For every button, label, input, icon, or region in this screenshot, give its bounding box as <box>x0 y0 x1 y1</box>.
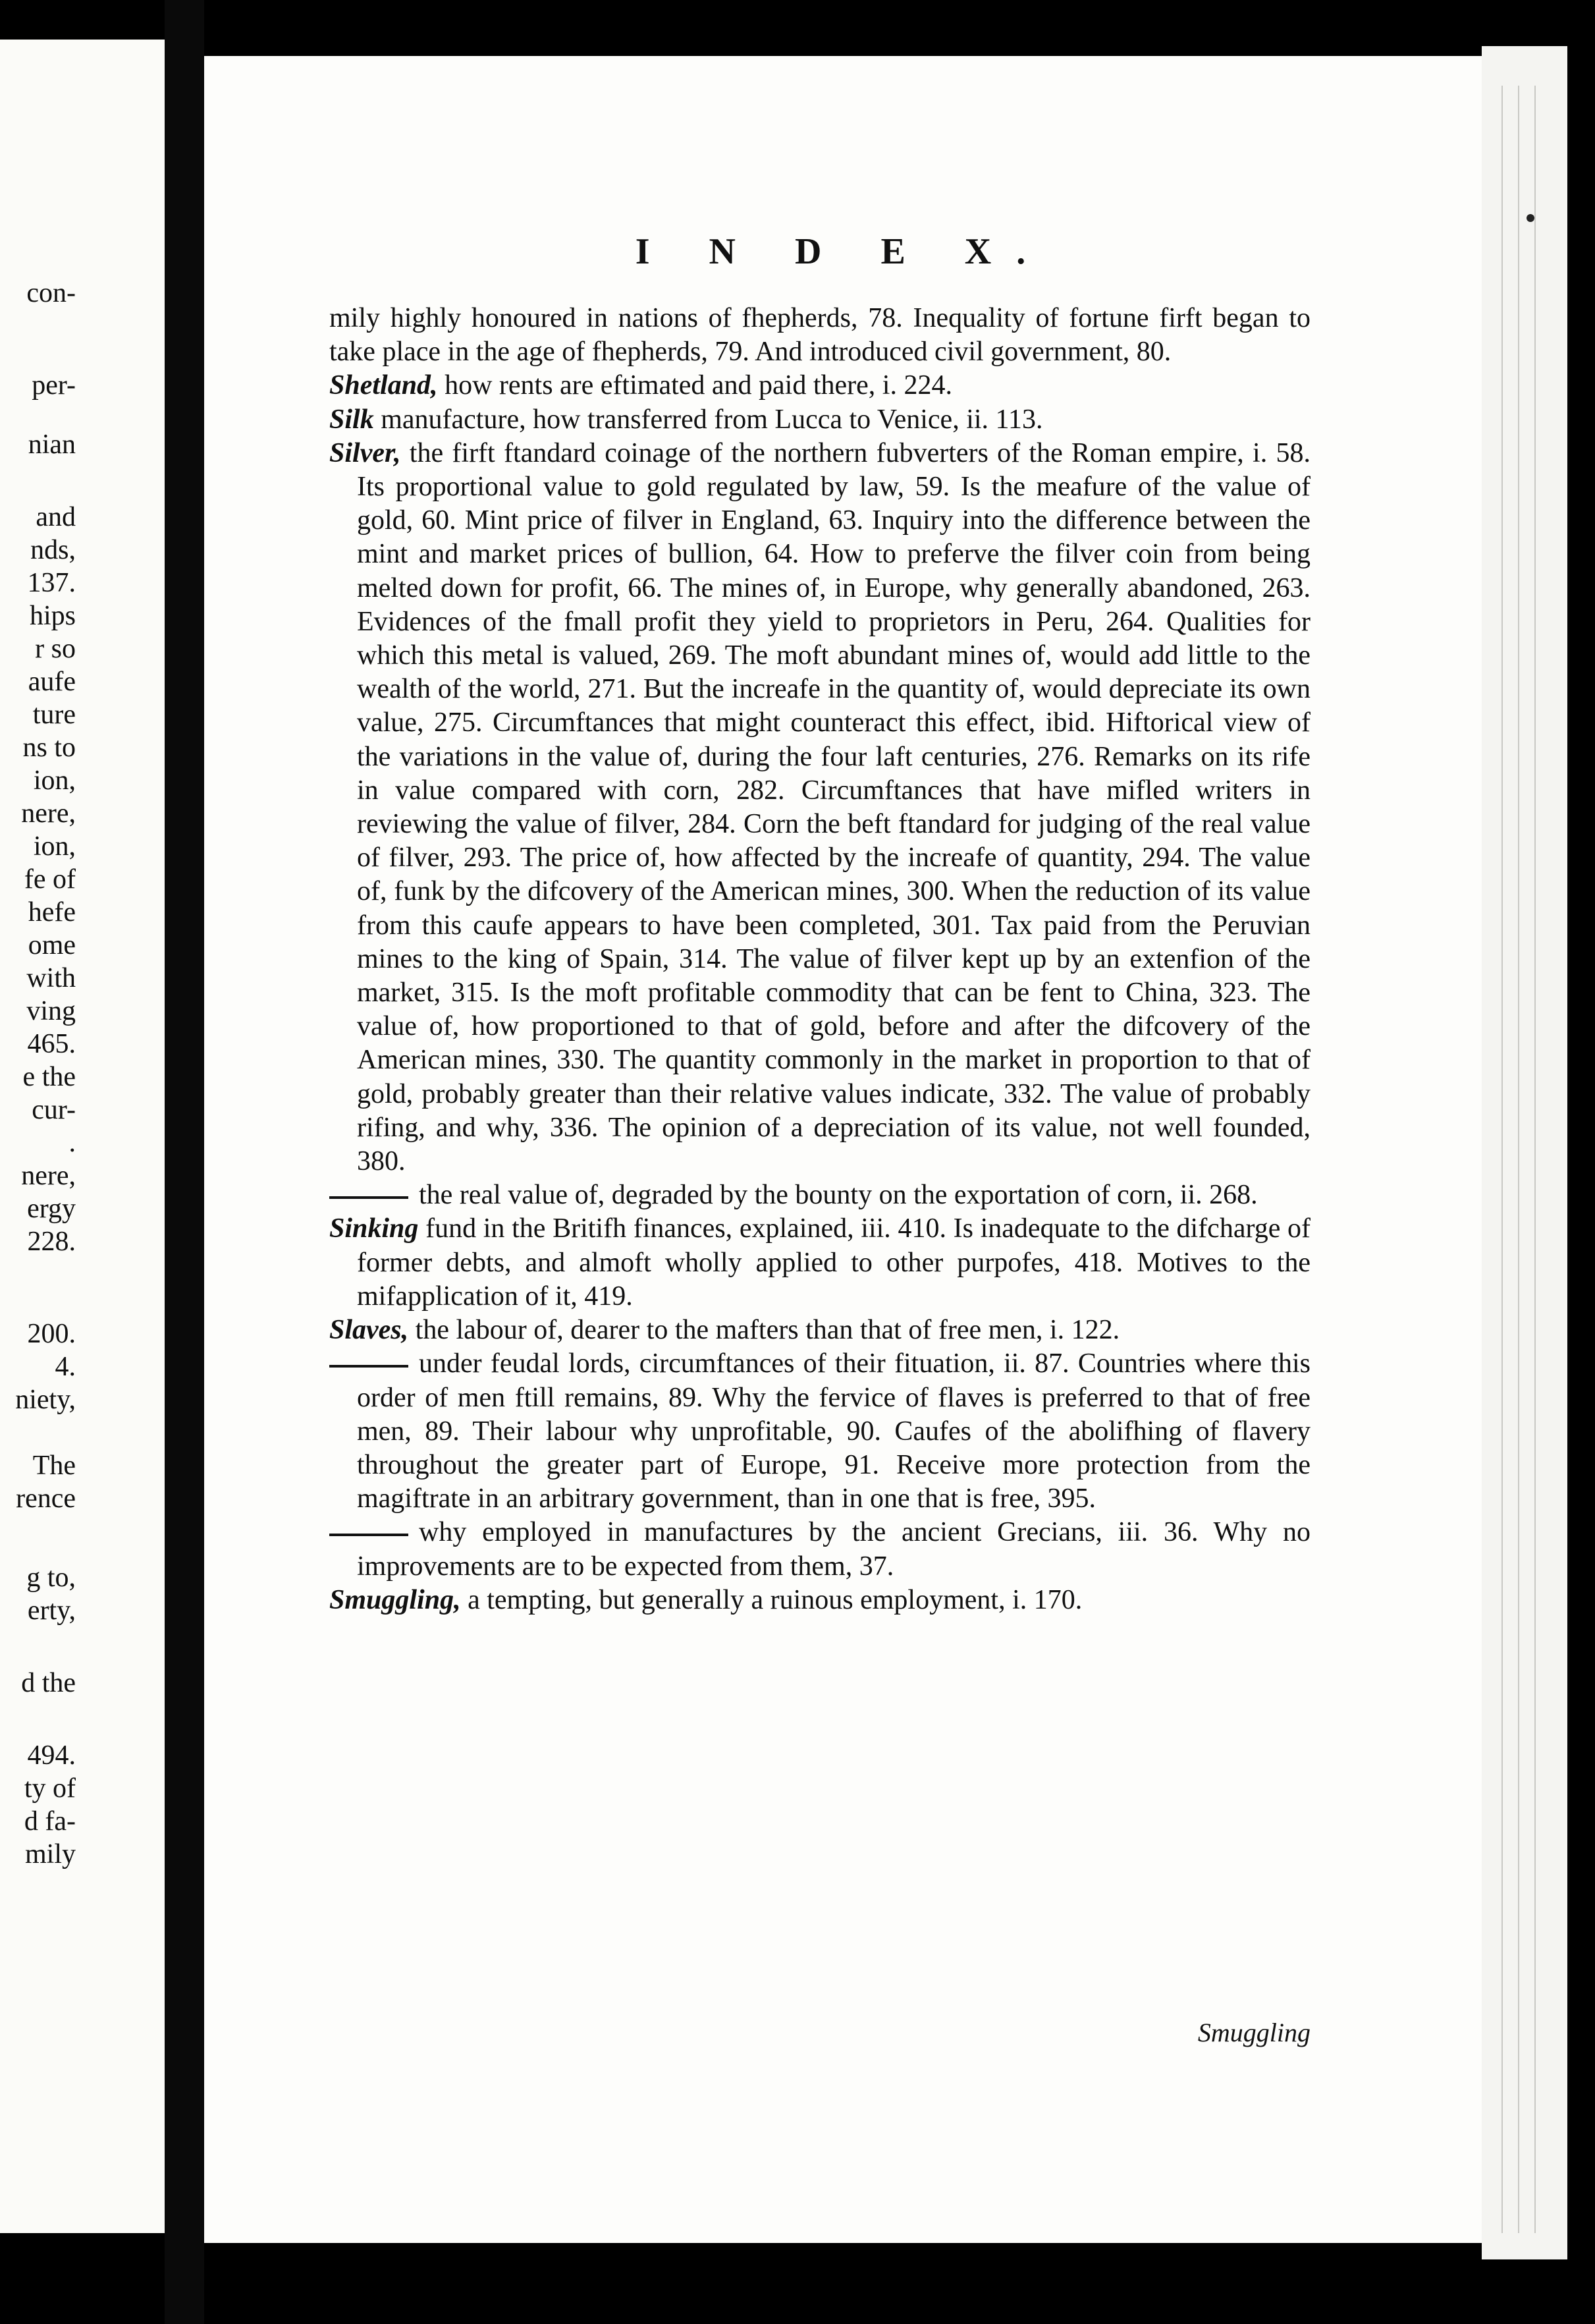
index-entry <box>329 1314 1311 1347</box>
facing-page-line-end: hefe <box>28 897 76 927</box>
index-entry-text: the real value of, degraded by the bounty on the exportation of corn, ii. 268. <box>419 1180 1258 1211</box>
ink-dot <box>1527 214 1534 222</box>
facing-page-line-end: fe of <box>24 864 76 895</box>
facing-page-fragment <box>0 40 165 2233</box>
facing-page-line-end: e the <box>22 1062 76 1092</box>
index-entry-text: why employed in manufactures by the ancient Grecians, iii. 36. Why no improvements are to be expected from them, 37. <box>357 1517 1311 1582</box>
index-entry-text: how rents are eftimated and paid there, i. 224. <box>437 370 952 401</box>
facing-page-line-end: The <box>32 1451 76 1481</box>
index-subentry <box>329 1347 1311 1516</box>
index-headword: Sinking <box>329 1213 419 1244</box>
facing-page-line-end: ergy <box>27 1194 76 1224</box>
page-leaf-line <box>1518 86 1519 2233</box>
facing-page-line-end: 200. <box>27 1319 76 1349</box>
index-entry-text: fund in the Britifh finances, explained, iii. 410. Is inadequate to the difcharge of former debts, and almoft wholly applied to other purpofes, 418. Motives to the mifapplication of it, 419. <box>357 1213 1311 1312</box>
index-entry-text: a tempting, but generally a ruinous employment, i. 170. <box>460 1584 1083 1615</box>
facing-page-line-end: con- <box>26 278 76 308</box>
facing-page-line-end: rence <box>16 1483 76 1514</box>
ditto-dash <box>329 1196 408 1199</box>
facing-page-line-end: 137. <box>27 568 76 598</box>
index-headword: Smuggling, <box>329 1584 461 1615</box>
facing-page-line-end: nere, <box>21 1161 76 1191</box>
index-body <box>329 302 1311 1617</box>
facing-page-line-end: 494. <box>27 1740 76 1771</box>
facing-page-line-end: ome <box>28 930 76 960</box>
index-entry-text: the labour of, dearer to the mafters than that of free men, i. 122. <box>408 1315 1120 1346</box>
facing-page-line-end: aufe <box>28 667 76 697</box>
ditto-dash <box>329 1365 408 1368</box>
facing-page-line-end: d fa- <box>24 1806 76 1837</box>
index-headword: Silk <box>329 404 374 435</box>
facing-page-line-end: cur- <box>32 1095 76 1125</box>
facing-page-line-end: r so <box>35 634 76 664</box>
index-entry <box>329 1584 1311 1617</box>
book-gutter <box>165 0 204 2324</box>
facing-page-line-end: hips <box>29 601 76 631</box>
facing-page-line-end: g to, <box>26 1563 76 1593</box>
index-entry-continuation <box>329 302 1311 369</box>
index-headword: Silver, <box>329 437 401 468</box>
running-head: I N D E X. <box>635 231 1051 272</box>
index-entry <box>329 1212 1311 1314</box>
index-headword: Shetland, <box>329 370 438 401</box>
facing-page-line-end: ns to <box>22 733 76 763</box>
facing-page-line-end: nds, <box>30 535 76 565</box>
index-entry-text: the firft ftandard coinage of the northern fubverters of the Roman empire, i. 58. Its proportional value to gold regulated by law, 59. Is the meafure of the value of gold, 60. Mint price of filver in England, 63. Inquiry into the difference between the mint and market prices of bullion, 64. How to preferve the filver coin from being melted down for profit, 66. The mines of, in Europe, why generally abandoned, 263. Evidences of the fmall profit they yield to proprietors in Peru, 264. Qualities for which this metal is valued, 269. The moft abundant mines of, would add little to the wealth of the world, 271. But the increafe in the quantity of, would depreciate its own value, 275. Circumftances that might counteract this effect, ibid. Hiftorical view of the variations in the value of, during the four laft centuries, 276. Remarks on its rife in value compared with corn, 282. Circumftances that have mifled writers in reviewing the value of filver, 284. Corn the beft ftandard for judging of the real value of filver, 293. The price of, how affected by the increafe of quantity, 294. The value of, funk by the difcovery of the American mines, 300. When the reduction of its value from this caufe appears to have been completed, 301. Tax paid from the Peruvian mines to the king of Spain, 314. The value of filver kept up by an extenfion of the market, 315. Is the moft profitable commodity that can be fent to China, 323. The value of, how proportioned to that of gold, before and after the difcovery of the American mines, 330. The quantity commonly in the market in proportion to that of gold, probably greater than their relative values indicate, 332. The value of probably rifing, and why, 336. The opinion of a depreciation of its value, not well founded, 380. <box>357 437 1311 1177</box>
facing-page-line-end: nian <box>28 429 76 460</box>
facing-page-line-end: with <box>26 963 76 993</box>
index-subentry <box>329 1516 1311 1583</box>
index-entry <box>329 403 1311 437</box>
index-entry <box>329 437 1311 1178</box>
page-edge <box>1482 46 1567 2259</box>
index-headword: Slaves, <box>329 1315 409 1346</box>
facing-page-line-end: 465. <box>27 1029 76 1059</box>
index-entry-text: under feudal lords, circumftances of their fituation, ii. 87. Countries where this order of men ftill remains, 89. Why the fervice of flaves is preferred to that of free men, 89. Their labour why unprofitable, 90. Caufes of the abolifhing of flavery throughout the greater part of Europe, 91. Receive more protection from the magiftrate in an arbitrary government, than in one that is free, 395. <box>357 1348 1311 1514</box>
facing-page-line-end: 228. <box>27 1227 76 1257</box>
index-entry-text: mily highly honoured in nations of fhepherds, 78. Inequality of fortune firft began to take place in the age of fhepherds, 79. And introduced civil government, 80. <box>329 303 1311 368</box>
facing-page-line-end: ion, <box>33 831 76 862</box>
ditto-dash <box>329 1534 408 1536</box>
facing-page-line-end: mily <box>24 1839 76 1869</box>
catchword: Smuggling <box>1197 2018 1311 2047</box>
facing-page-line-end: per- <box>32 370 76 401</box>
facing-page-line-end: and <box>36 502 76 532</box>
facing-page-line-end: niety, <box>15 1385 76 1415</box>
facing-page-line-end: ty of <box>24 1773 76 1804</box>
facing-page-line-end: . <box>68 1128 76 1158</box>
facing-page-line-end: 4. <box>55 1352 76 1382</box>
facing-page-line-end: ving <box>26 996 76 1026</box>
facing-page-line-end: ion, <box>33 765 76 796</box>
index-subentry <box>329 1178 1311 1212</box>
facing-page-line-end: erty, <box>27 1595 76 1626</box>
facing-page-line-end: nere, <box>21 798 76 829</box>
index-entry-text: manufacture, how transferred from Lucca to Venice, ii. 113. <box>373 404 1043 435</box>
index-entry <box>329 369 1311 402</box>
page-leaf-line <box>1501 86 1503 2233</box>
page-leaf-line <box>1534 86 1536 2233</box>
facing-page-line-end: ture <box>32 700 76 730</box>
facing-page-line-end: d the <box>21 1668 76 1698</box>
